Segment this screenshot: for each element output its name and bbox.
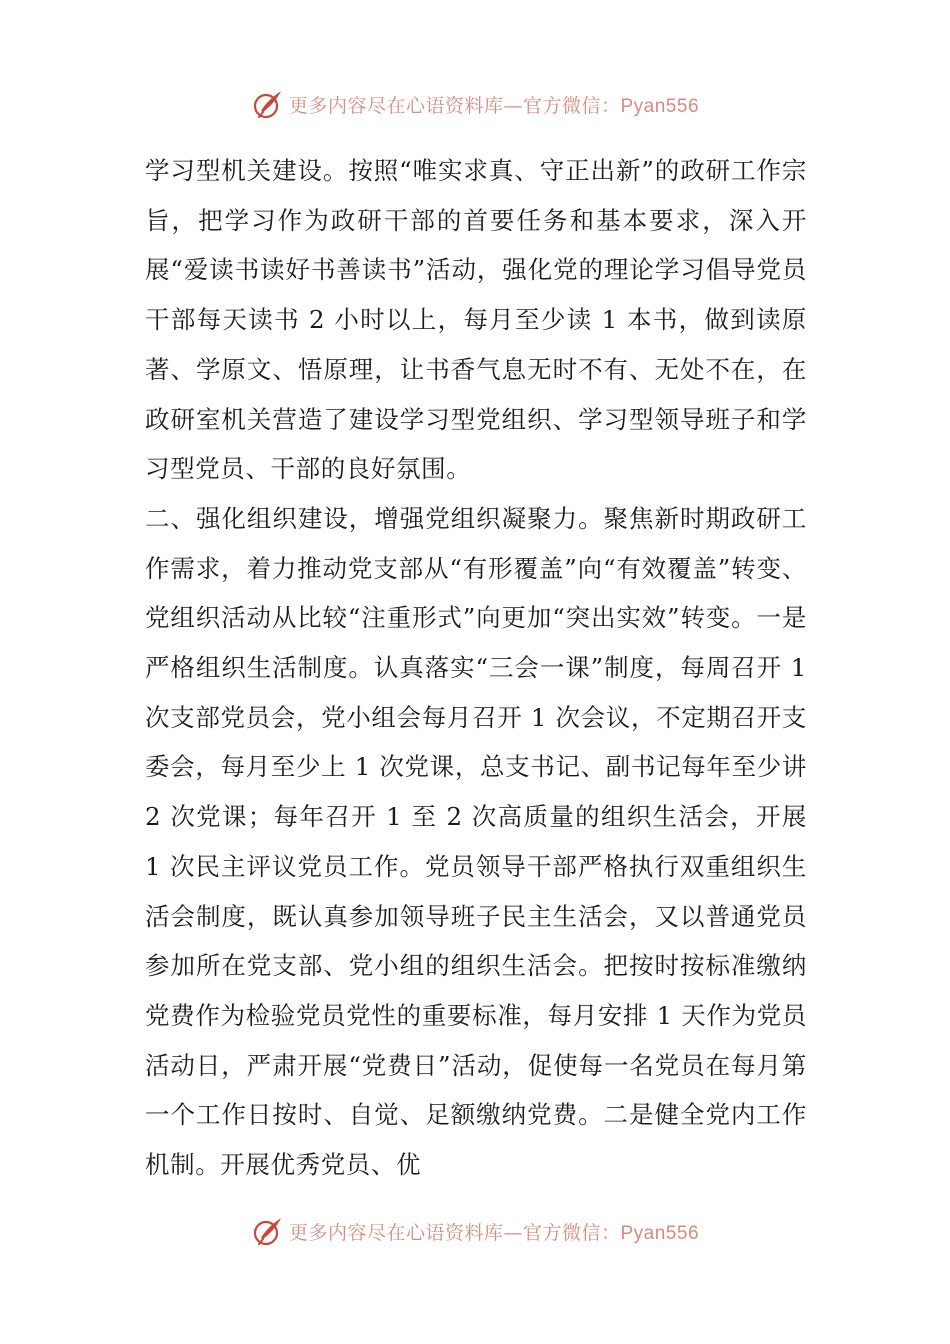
paragraph-2: 二、强化组织建设，增强党组织凝聚力。聚焦新时期政研工作需求，着力推动党支部从“有形覆盖”向“有效覆盖”转变、党组织活动从比较“注重形式”向更加“突出实效”转变。一是严格组织生活制度。认真落实“三会一课”制度，每周召开 1 次支部党员会，党小组会每月召开 1 次会议，不定期召开支委会，每月至少上 1 次党课，总支书记、副书记每年至少讲 2 次党课；每年召开 1 至 2 次高质量的组织生活会，开展 1 次民主评议党员工作。党员领导干部严格执行双重组织生活会制度，既认真参加领导班子民主生活会，又以普通党员参加所在党支部、党小组的组织生活会。把按时按标准缴纳党费作为检验党员党性的重要标准，每月安排 1 天作为党员活动日，严肃开展“党费日”活动，促使每一名党员在每月第一个工作日按时、自觉、足额缴纳党费。二是健全党内工作机制。开展优秀党员、优 bbox=[145, 503, 807, 1180]
quill-logo-icon bbox=[251, 1214, 285, 1248]
header-watermark bbox=[0, 82, 950, 126]
document-body bbox=[145, 146, 807, 1190]
watermark-handle: Pyan556 bbox=[620, 1222, 700, 1244]
paragraph-1: 学习型机关建设。按照“唯实求真、守正出新”的政研工作宗旨，把学习作为政研干部的首要任务和基本要求，深入开展“爱读书读好书善读书”活动，强化党的理论学习倡导党员干部每天读书 2 小时以上，每月至少读 1 本书，做到读原著、学原文、悟原理，让书香气息无时不有、无处不在，在政研室机关营造了建设学习型党组织、学习型领导班子和学习型党员、干部的良好氛围。 bbox=[145, 156, 807, 484]
watermark-text: 更多内容尽在心语资料库—官方微信：Pyan556 bbox=[288, 94, 700, 117]
footer-watermark bbox=[0, 1209, 950, 1253]
quill-logo-icon bbox=[251, 87, 285, 121]
watermark-handle: Pyan556 bbox=[620, 95, 700, 117]
watermark-text: 更多内容尽在心语资料库—官方微信：Pyan556 bbox=[288, 1221, 700, 1244]
